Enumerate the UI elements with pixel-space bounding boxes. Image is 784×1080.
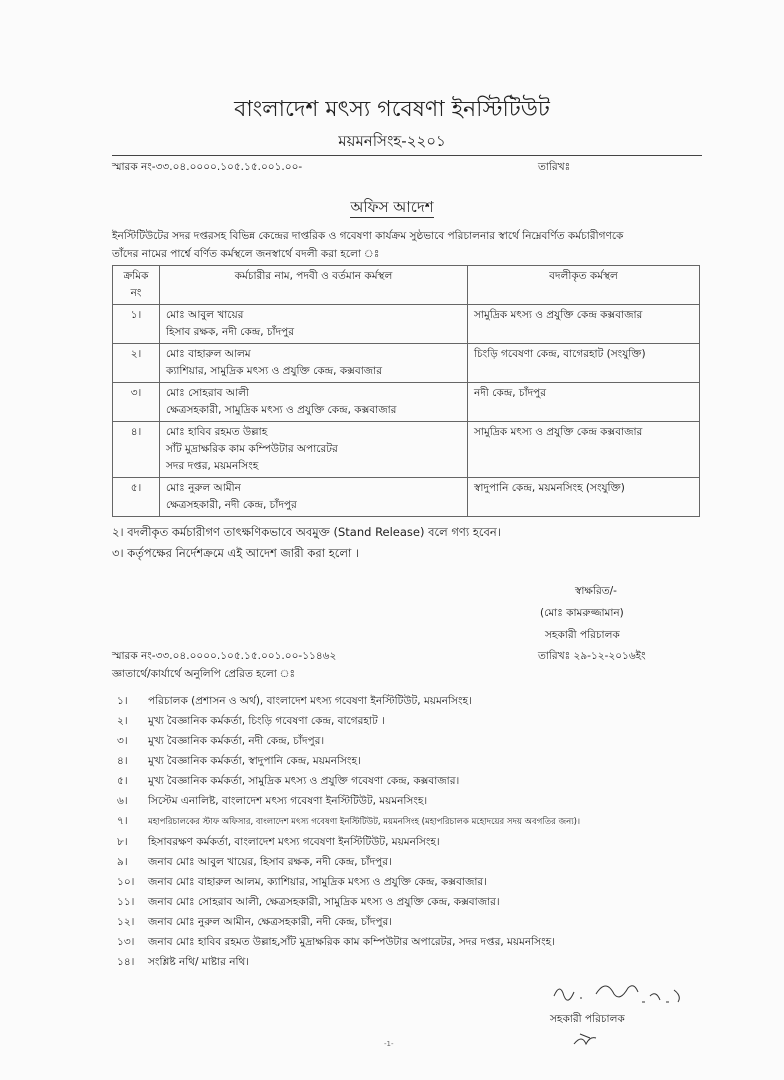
list-item — [112, 892, 702, 912]
list-item-text: হিসাবরক্ষণ কর্মকর্তা, বাংলাদেশ মৎস্য গবেষণা ইনস্টিটিউট, ময়মনসিংহ। — [148, 836, 440, 848]
row-employee — [160, 305, 468, 344]
org-address: ময়মনসিংহ-২২০১ — [338, 132, 446, 150]
employee-line: মোঃ আবুল খায়ের — [166, 309, 244, 321]
list-item-text: মহাপরিচালকের স্টাফ অফিসার, বাংলাদেশ মৎস্য গবেষণা ইনস্টিটিউট, ময়মনসিংহ (মহাপরিচালক মহোদয়ের সদয় অবগতির জন্য)। — [148, 817, 581, 827]
list-item — [112, 711, 702, 731]
list-item-number: ২। — [117, 715, 128, 727]
memo-number-2: স্মারক নং-৩৩.০৪.০০০০.১০৫.১৫.০০১.০০-১১৪৬২ — [112, 650, 337, 662]
copy-line: জ্ঞাতার্থে/কার্যার্থে অনুলিপি প্রেরিত হলো ঃ — [112, 668, 296, 680]
table-header-row — [113, 266, 700, 305]
row-serial: ২। — [113, 344, 160, 383]
signed-label: স্বাক্ষরিত/- — [575, 585, 617, 597]
row-serial: ৪। — [113, 422, 160, 478]
row-new-station: সামুদ্রিক মৎস্য ও প্রযুক্তি কেন্দ্র কক্সবাজার — [468, 422, 700, 478]
list-item-text: জনাব মোঃ সোহরাব আলী, ক্ষেত্রসহকারী, সামুদ্রিক মৎস্য ও প্রযুক্তি কেন্দ্র, কক্সবাজার। — [148, 896, 500, 908]
initials-scribble — [572, 1030, 602, 1048]
row-new-station: স্বাদুপানি কেন্দ্র, ময়মনসিংহ (সংযুক্তি) — [468, 478, 700, 517]
list-item-text: মুখ্য বৈজ্ঞানিক কর্মকর্তা, নদী কেন্দ্র, চাঁদপুর। — [148, 735, 325, 747]
list-item — [112, 952, 702, 972]
list-item-text: মুখ্য বৈজ্ঞানিক কর্মকর্তা, চিংড়ি গবেষণা কেন্দ্র, বাগেরহাট । — [148, 715, 385, 727]
footer-signature-block — [550, 976, 702, 1046]
row-employee — [160, 383, 468, 422]
employee-line: ক্যাশিয়ার, সামুদ্রিক মৎস্য ও প্রযুক্তি কেন্দ্র, কক্সবাজার — [166, 365, 383, 377]
memo-number: স্মারক নং-৩৩.০৪.০০০০.১০৫.১৫.০০১.০০- — [112, 161, 303, 173]
col-serial: ক্রমিক নং — [113, 266, 160, 305]
note-3: ৩। কর্তৃপক্ষের নির্দেশক্রমে এই আদেশ জারী করা হলো । — [112, 546, 360, 560]
row-serial: ১। — [113, 305, 160, 344]
table-row — [113, 383, 700, 422]
page-number: -1- — [384, 1040, 394, 1048]
date-label: তারিখঃ — [538, 161, 571, 173]
list-item — [112, 932, 702, 952]
copy-list — [112, 691, 702, 972]
list-item — [112, 691, 702, 711]
header-divider — [112, 155, 702, 156]
employee-line: সাঁট মুদ্রাক্ষরিক কাম কম্পিউটার অপারেটর — [166, 443, 338, 455]
list-item-number: ৩। — [117, 735, 128, 747]
order-heading — [0, 196, 784, 221]
row-new-station: সামুদ্রিক মৎস্য ও প্রযুক্তি কেন্দ্র কক্সবাজার — [468, 305, 700, 344]
row-employee — [160, 478, 468, 517]
list-item-number: ৮। — [117, 836, 128, 848]
list-item-number: ১৪। — [117, 956, 135, 968]
intro-line-2: তাঁদের নামের পার্শ্বে বর্ণিত কর্মস্থলে জনস্বার্থে বদলী করা হলো ঃ — [112, 248, 380, 260]
list-item-text: মুখ্য বৈজ্ঞানিক কর্মকর্তা, স্বাদুপানি কেন্দ্র, ময়মনসিংহ। — [148, 755, 361, 767]
list-item-text: সংশ্লিষ্ট নথি/ মাষ্টার নথি। — [148, 956, 250, 968]
list-item-text: পরিচালক (প্রশাসন ও অর্থ), বাংলাদেশ মৎস্য গবেষণা ইনস্টিটিউট, ময়মনসিংহ। — [148, 695, 472, 707]
row-new-station: চিংড়ি গবেষণা কেন্দ্র, বাগেরহাট (সংযুক্তি) — [468, 344, 700, 383]
table-row — [113, 422, 700, 478]
list-item-number: ১১। — [117, 896, 135, 908]
footer-designation: সহকারী পরিচালক — [550, 1013, 625, 1025]
list-item-text: জনাব মোঃ নুরুল আমীন, ক্ষেত্রসহকারী, নদী কেন্দ্র, চাঁদপুর। — [148, 916, 393, 928]
list-item — [112, 771, 702, 791]
list-item-number: ১২। — [117, 916, 135, 928]
list-item-text: সিস্টেম এনালিষ্ট, বাংলাদেশ মৎস্য গবেষণা ইনস্টিটিউট, ময়মনসিংহ। — [148, 795, 428, 807]
signatory-name: (মোঃ কামরুজ্জামান) — [540, 607, 624, 619]
memo-date-2: তারিখঃ ২৯-১২-২০১৬ইং — [538, 650, 646, 662]
org-title: বাংলাদেশ মৎস্য গবেষণা ইনস্টিটিউট — [234, 97, 550, 122]
list-item-number: ১০। — [117, 876, 135, 888]
table-row — [113, 478, 700, 517]
list-item-text: জনাব মোঃ বাহারুল আলম, ক্যাশিয়ার, সামুদ্রিক মৎস্য ও প্রযুক্তি কেন্দ্র, কক্সবাজার। — [148, 876, 487, 888]
row-serial: ৩। — [113, 383, 160, 422]
row-employee — [160, 344, 468, 383]
memo-2-row — [112, 648, 702, 665]
row-employee — [160, 422, 468, 478]
employee-line: মোঃ হাবিব রহমত উল্লাহ — [166, 426, 268, 438]
transfer-table — [112, 265, 700, 517]
col-new-station: বদলীকৃত কর্মস্থল — [468, 266, 700, 305]
employee-line: মোঃ বাহারুল আলম — [166, 348, 251, 360]
list-item — [112, 751, 702, 771]
notes — [112, 522, 702, 564]
list-item-number: ১। — [117, 695, 128, 707]
table-row — [113, 344, 700, 383]
note-2: ২। বদলীকৃত কর্মচারীগণ তাৎক্ষণিকভাবে অবমুক্ত (Stand Release) বলে গণ্য হবেন। — [112, 525, 501, 539]
employee-line: ক্ষেত্রসহকারী, সামুদ্রিক মৎস্য ও প্রযুক্তি কেন্দ্র, কক্সবাজার — [166, 404, 397, 416]
row-serial: ৫। — [113, 478, 160, 517]
order-heading-text: অফিস আদেশ — [350, 198, 434, 216]
employee-line: সদর দপ্তর, ময়মনসিংহ — [166, 460, 259, 472]
col-employee: কর্মচারীর নাম, পদবী ও বর্তমান কর্মস্থল — [160, 266, 468, 305]
list-item — [112, 791, 702, 811]
signature-block — [540, 580, 702, 646]
list-item-text: মুখ্য বৈজ্ঞানিক কর্মকর্তা, সামুদ্রিক মৎস্য ও প্রযুক্তি গবেষণা কেন্দ্র, কক্সবাজার। — [148, 775, 460, 787]
list-item — [112, 872, 702, 892]
table-row — [113, 305, 700, 344]
handwritten-signature — [550, 976, 700, 1012]
list-item — [112, 832, 702, 852]
order-body — [112, 265, 702, 1046]
list-item-number: ৬। — [117, 795, 128, 807]
list-item — [112, 852, 702, 872]
intro-line-1: ইনস্টিটিউটের সদর দপ্তরসহ বিভিন্ন কেন্দ্রের দাপ্তরিক ও গবেষণা কার্যক্রম সুষ্ঠভাবে পরিচালনার স্বার্থে নিম্নেবর্ণিত কর্মচারীগণকে — [112, 230, 624, 242]
employee-line: মোঃ নুরুল আমীন — [166, 482, 241, 494]
list-item-number: ৫। — [117, 775, 128, 787]
list-item — [112, 811, 702, 832]
row-new-station: নদী কেন্দ্র, চাঁদপুর — [468, 383, 700, 422]
list-item — [112, 731, 702, 751]
list-item-number: ১৩। — [117, 936, 135, 948]
employee-line: হিসাব রক্ষক, নদী কেন্দ্র, চাঁদপুর — [166, 326, 295, 338]
list-item-number: ৭। — [117, 815, 128, 827]
employee-line: মোঃ সোহরাব আলী — [166, 387, 249, 399]
employee-line: ক্ষেত্রসহকারী, নদী কেন্দ্র, চাঁদপুর — [166, 499, 297, 511]
list-item-text: জনাব মোঃ আবুল খায়ের, হিসাব রক্ষক, নদী কেন্দ্র, চাঁদপুর। — [148, 856, 392, 868]
list-item-number: ৯। — [117, 856, 128, 868]
list-item-number: ৪। — [117, 755, 128, 767]
list-item — [112, 912, 702, 932]
signatory-designation: সহকারী পরিচালক — [545, 629, 620, 641]
list-item-text: জনাব মোঃ হাবিব রহমত উল্লাহ,সাঁট মুদ্রাক্ষরিক কাম কম্পিউটার অপারেটর, সদর দপ্তর, ময়মনসিংহ। — [148, 936, 555, 948]
